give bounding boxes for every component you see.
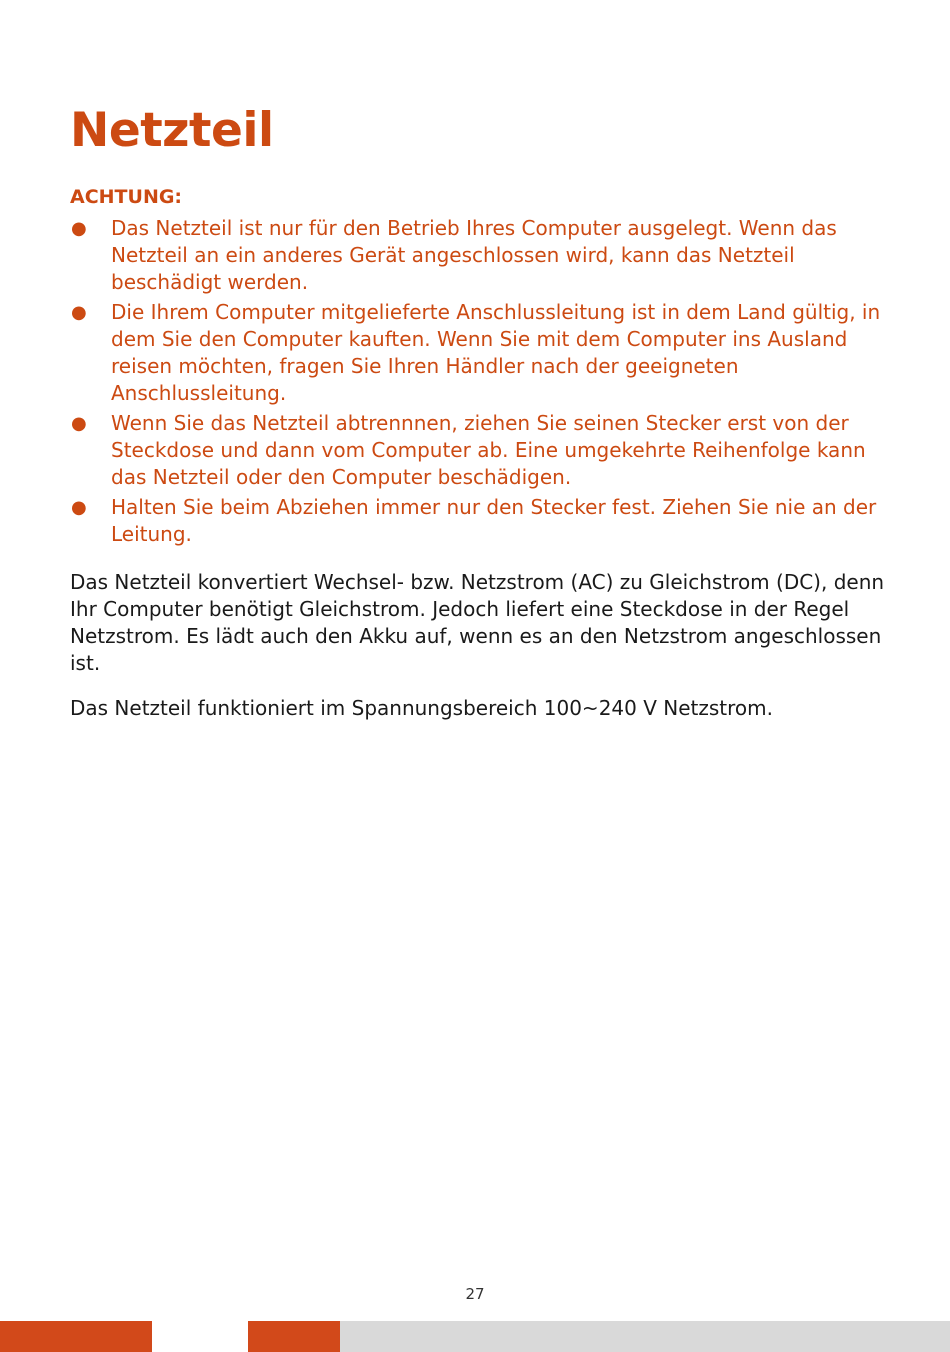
body-section bbox=[70, 569, 900, 740]
warning-item bbox=[70, 410, 900, 491]
warning-list bbox=[70, 215, 900, 548]
footer-orange-segment bbox=[0, 1321, 152, 1352]
warning-item-text: Halten Sie beim Abziehen immer nur den Stecker fest. Ziehen Sie nie an der Leitung. bbox=[111, 495, 877, 546]
page-number: 27 bbox=[465, 1285, 485, 1303]
footer-grey-segment bbox=[340, 1321, 950, 1352]
warning-heading: ACHTUNG: bbox=[70, 186, 183, 208]
warning-item bbox=[70, 215, 900, 296]
body-paragraph: Das Netzteil konvertiert Wechsel- bzw. Netzstrom (AC) zu Gleichstrom (DC), denn Ihr Computer benötigt Gleichstrom. Jedoch liefert eine Steckdose in der Regel Netzstrom. Es lädt auch den Akku auf, wenn es an den Netzstrom angeschlossen ist. bbox=[70, 570, 885, 675]
warning-item-text: Die Ihrem Computer mitgelieferte Anschlussleitung ist in dem Land gültig, in dem Sie den Computer kauften. Wenn Sie mit dem Computer ins Ausland reisen möchten, fragen Sie Ihren Händler nach der geeigneten Anschlussleitung. bbox=[111, 300, 881, 405]
bullet-icon: ● bbox=[71, 413, 87, 434]
warning-item bbox=[70, 494, 900, 548]
warning-item-text: Das Netzteil ist nur für den Betrieb Ihres Computer ausgelegt. Wenn das Netzteil an ein anderes Gerät angeschlossen wird, kann das Netzteil beschädigt werden. bbox=[111, 216, 837, 294]
footer-white-box bbox=[154, 1328, 246, 1350]
warning-item bbox=[70, 299, 900, 407]
bullet-icon: ● bbox=[71, 497, 87, 518]
page-title: Netzteil bbox=[70, 103, 274, 158]
warning-item-text: Wenn Sie das Netzteil abtrennnen, ziehen Sie seinen Stecker erst von der Steckdose und dann vom Computer ab. Eine umgekehrte Reihenfolge kann das Netzteil oder den Computer beschädigen. bbox=[111, 411, 866, 489]
bullet-icon: ● bbox=[71, 218, 87, 239]
body-paragraph: Das Netzteil funktioniert im Spannungsbereich 100~240 V Netzstrom. bbox=[70, 696, 773, 720]
bullet-icon: ● bbox=[71, 302, 87, 323]
warning-section bbox=[70, 184, 900, 551]
footer-bar bbox=[0, 1321, 950, 1352]
footer-orange-segment bbox=[248, 1321, 340, 1352]
